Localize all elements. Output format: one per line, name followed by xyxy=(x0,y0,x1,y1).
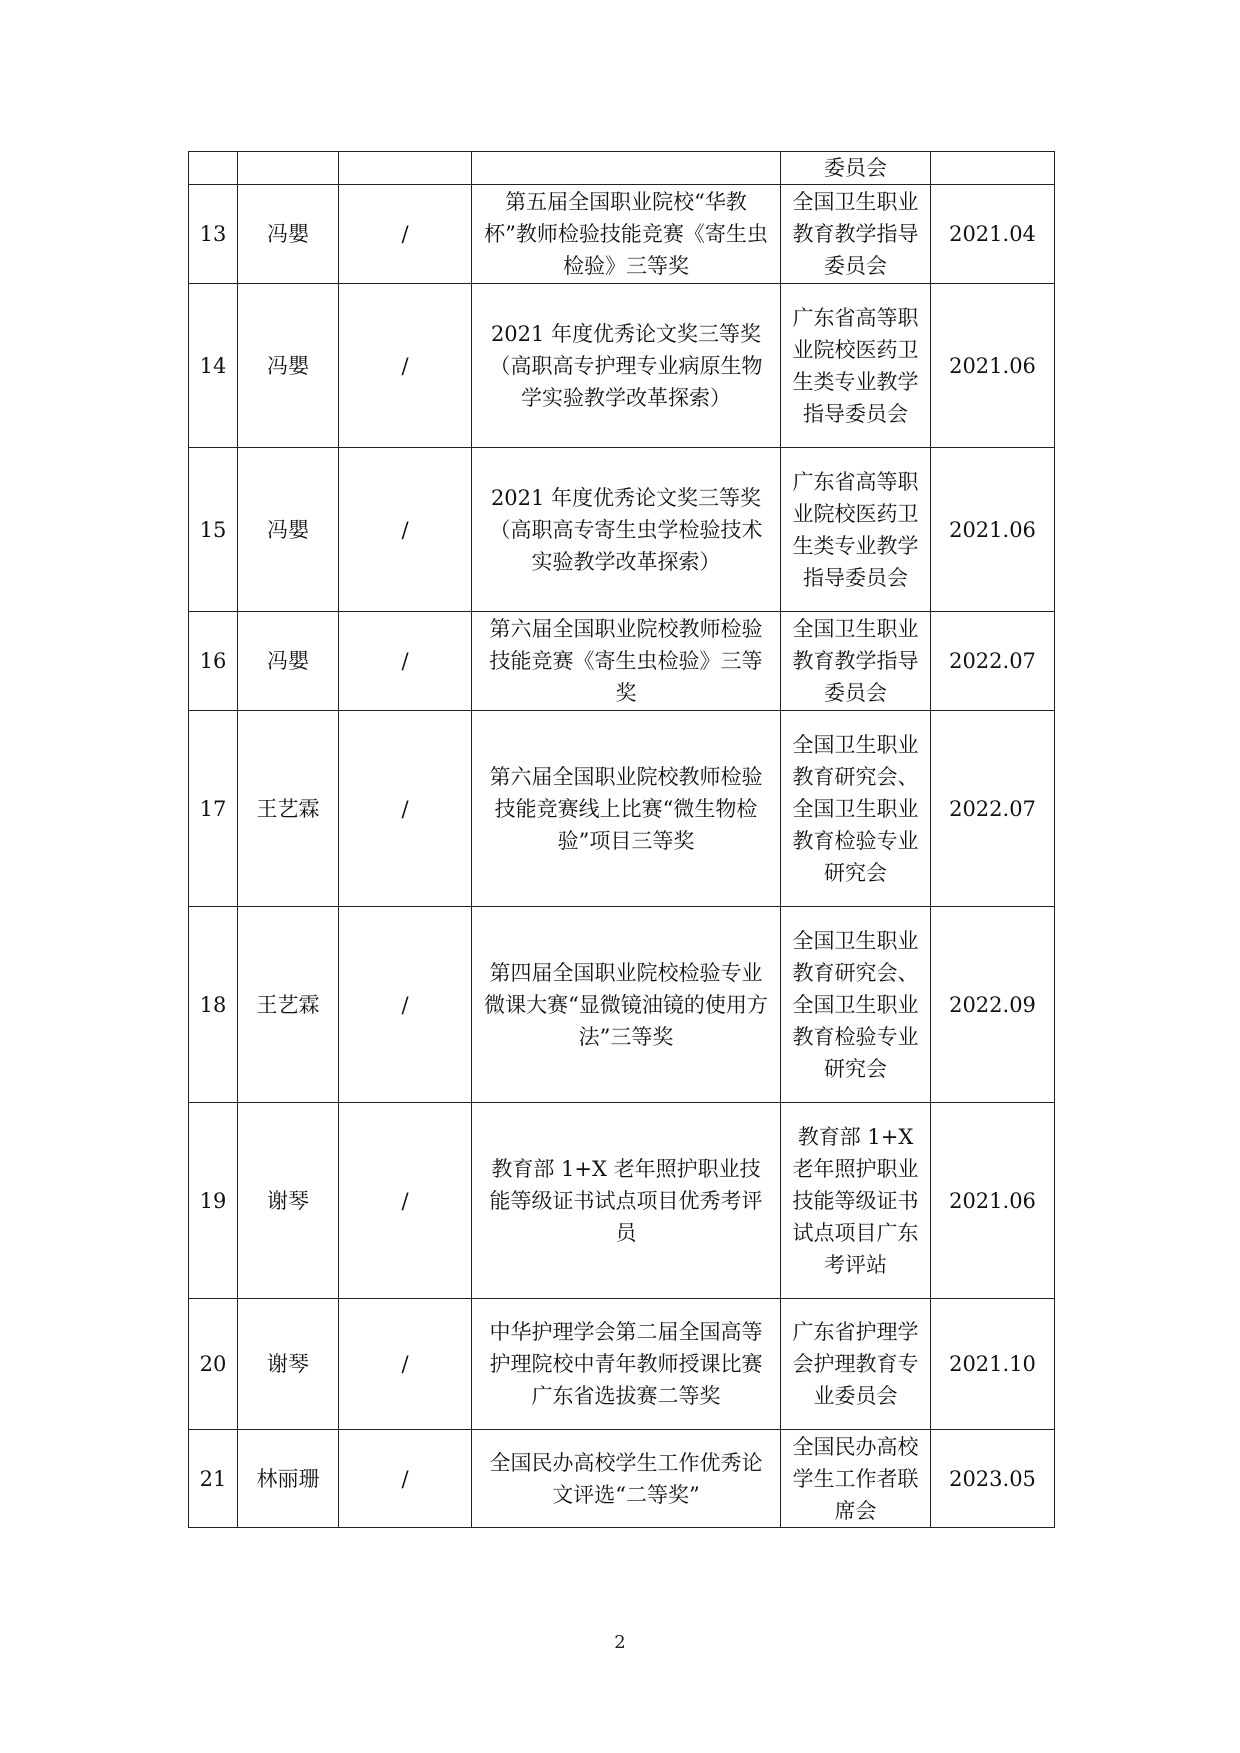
table-row xyxy=(189,152,1055,185)
person-name: 冯嬰 xyxy=(238,612,339,711)
row-number: 14 xyxy=(189,284,238,448)
row-number: 16 xyxy=(189,612,238,711)
issuing-organization: 全国卫生职业教育教学指导委员会 xyxy=(781,185,931,284)
person-name: 王艺霖 xyxy=(238,907,339,1103)
award-title: 2021 年度优秀论文奖三等奖（高职高专护理专业病原生物学实验教学改革探索） xyxy=(472,284,781,448)
award-title: 全国民办高校学生工作优秀论文评选“二等奖” xyxy=(472,1430,781,1528)
table-row xyxy=(189,284,1055,448)
row-number: 21 xyxy=(189,1430,238,1528)
person-name: 王艺霖 xyxy=(238,711,339,907)
award-title: 中华护理学会第二届全国高等护理院校中青年教师授课比赛广东省选拔赛二等奖 xyxy=(472,1299,781,1430)
person-name: 冯嬰 xyxy=(238,185,339,284)
table-row xyxy=(189,448,1055,612)
page-number: 2 xyxy=(614,1632,626,1653)
award-title: 第六届全国职业院校教师检验技能竞赛线上比赛“微生物检验”项目三等奖 xyxy=(472,711,781,907)
award-date: 2022.09 xyxy=(931,907,1055,1103)
issuing-organization: 教育部 1+X 老年照护职业技能等级证书试点项目广东考评站 xyxy=(781,1103,931,1299)
person-name: 冯嬰 xyxy=(238,448,339,612)
award-title xyxy=(472,152,781,185)
awards-table xyxy=(188,151,1055,1528)
person-name: 谢琴 xyxy=(238,1299,339,1430)
blank-cell: / xyxy=(339,612,472,711)
blank-cell: / xyxy=(339,448,472,612)
issuing-organization: 全国卫生职业教育研究会、全国卫生职业教育检验专业研究会 xyxy=(781,907,931,1103)
person-name: 谢琴 xyxy=(238,1103,339,1299)
issuing-organization: 广东省高等职业院校医药卫生类专业教学指导委员会 xyxy=(781,284,931,448)
blank-cell: / xyxy=(339,1299,472,1430)
row-number: 17 xyxy=(189,711,238,907)
row-number: 19 xyxy=(189,1103,238,1299)
award-title: 第五届全国职业院校“华教杯”教师检验技能竞赛《寄生虫检验》三等奖 xyxy=(472,185,781,284)
table-row xyxy=(189,612,1055,711)
award-date: 2022.07 xyxy=(931,711,1055,907)
award-title: 2021 年度优秀论文奖三等奖（高职高专寄生虫学检验技术实验教学改革探索） xyxy=(472,448,781,612)
issuing-organization: 广东省护理学会护理教育专业委员会 xyxy=(781,1299,931,1430)
blank-cell: / xyxy=(339,907,472,1103)
blank-cell: / xyxy=(339,711,472,907)
row-number: 13 xyxy=(189,185,238,284)
row-number xyxy=(189,152,238,185)
person-name xyxy=(238,152,339,185)
award-date: 2021.10 xyxy=(931,1299,1055,1430)
table-row xyxy=(189,185,1055,284)
table-row xyxy=(189,1103,1055,1299)
blank-cell xyxy=(339,152,472,185)
person-name: 林丽珊 xyxy=(238,1430,339,1528)
award-date: 2021.06 xyxy=(931,1103,1055,1299)
row-number: 20 xyxy=(189,1299,238,1430)
blank-cell: / xyxy=(339,185,472,284)
award-date: 2021.06 xyxy=(931,448,1055,612)
award-title: 第六届全国职业院校教师检验技能竞赛《寄生虫检验》三等奖 xyxy=(472,612,781,711)
award-title: 第四届全国职业院校检验专业微课大赛“显微镜油镜的使用方法”三等奖 xyxy=(472,907,781,1103)
blank-cell: / xyxy=(339,284,472,448)
award-date: 2022.07 xyxy=(931,612,1055,711)
table-row xyxy=(189,1299,1055,1430)
table-row xyxy=(189,1430,1055,1528)
person-name: 冯嬰 xyxy=(238,284,339,448)
award-date: 2021.06 xyxy=(931,284,1055,448)
table-row xyxy=(189,907,1055,1103)
award-date: 2021.04 xyxy=(931,185,1055,284)
row-number: 15 xyxy=(189,448,238,612)
award-date: 2023.05 xyxy=(931,1430,1055,1528)
issuing-organization: 委员会 xyxy=(781,152,931,185)
issuing-organization: 全国卫生职业教育教学指导委员会 xyxy=(781,612,931,711)
award-date xyxy=(931,152,1055,185)
award-title: 教育部 1+X 老年照护职业技能等级证书试点项目优秀考评员 xyxy=(472,1103,781,1299)
issuing-organization: 全国民办高校学生工作者联席会 xyxy=(781,1430,931,1528)
issuing-organization: 广东省高等职业院校医药卫生类专业教学指导委员会 xyxy=(781,448,931,612)
row-number: 18 xyxy=(189,907,238,1103)
blank-cell: / xyxy=(339,1430,472,1528)
blank-cell: / xyxy=(339,1103,472,1299)
table-row xyxy=(189,711,1055,907)
issuing-organization: 全国卫生职业教育研究会、全国卫生职业教育检验专业研究会 xyxy=(781,711,931,907)
